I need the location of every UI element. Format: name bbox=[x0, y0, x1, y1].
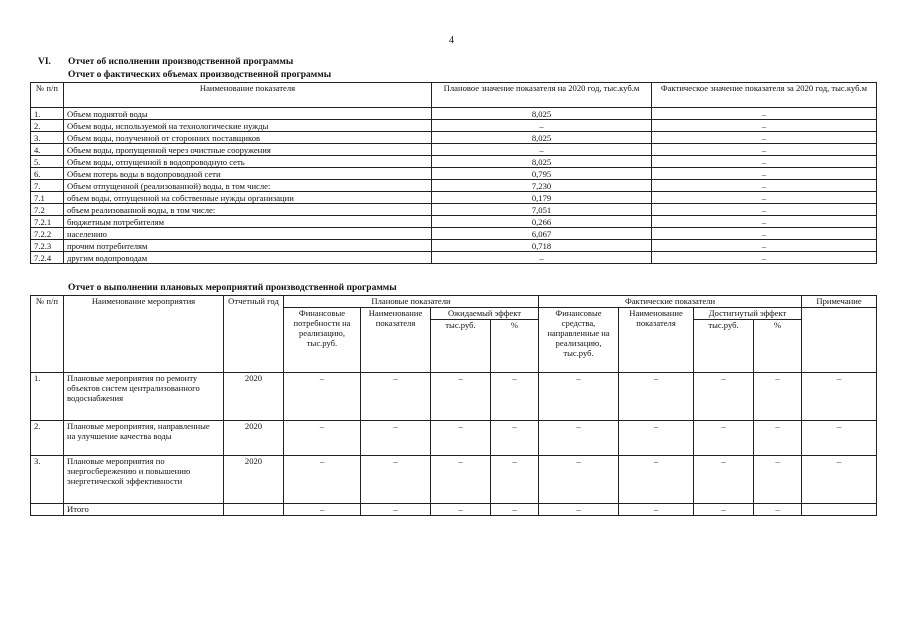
row-plan: 6,067 bbox=[432, 228, 652, 240]
total-cell: – bbox=[539, 504, 619, 516]
row-plan: 8,025 bbox=[432, 108, 652, 120]
row-year: 2020 bbox=[224, 373, 284, 421]
table-header-row bbox=[31, 296, 877, 308]
row-cell: – bbox=[431, 373, 491, 421]
row-fact: – bbox=[652, 228, 877, 240]
table-header-row bbox=[31, 83, 877, 108]
table-row bbox=[31, 421, 877, 456]
header-name: Наименование показателя bbox=[64, 83, 432, 108]
row-fact: – bbox=[652, 204, 877, 216]
header-fin-need: Финансовые потребности на реализацию, тыс.руб. bbox=[284, 308, 361, 373]
row-plan: 0,266 bbox=[432, 216, 652, 228]
table-row bbox=[31, 144, 877, 156]
row-fact: – bbox=[652, 192, 877, 204]
table-row bbox=[31, 456, 877, 504]
row-cell: – bbox=[284, 421, 361, 456]
header-num: № п/п bbox=[31, 83, 64, 108]
row-num: 3. bbox=[31, 132, 64, 144]
row-num: 7.2.3 bbox=[31, 240, 64, 252]
table-row bbox=[31, 120, 877, 132]
row-measure-name: Плановые мероприятия, направленные на улучшение качества воды bbox=[64, 421, 224, 456]
row-num: 7.2 bbox=[31, 204, 64, 216]
table-row bbox=[31, 180, 877, 192]
section-title-text: Отчет об исполнении производственной программы bbox=[68, 57, 294, 67]
row-cell: – bbox=[694, 421, 754, 456]
volumes-table bbox=[30, 82, 877, 264]
total-num-empty bbox=[31, 504, 64, 516]
row-fact: – bbox=[652, 132, 877, 144]
table2-title: Отчет о выполнении плановых мероприятий производственной программы bbox=[68, 283, 397, 293]
row-plan: 0,718 bbox=[432, 240, 652, 252]
row-cell: – bbox=[284, 373, 361, 421]
row-num: 7.1 bbox=[31, 192, 64, 204]
row-name: другим водопроводам bbox=[64, 252, 432, 264]
header-num: № п/п bbox=[31, 296, 64, 373]
row-cell: – bbox=[431, 456, 491, 504]
row-cell: – bbox=[802, 421, 877, 456]
row-plan: 0,179 bbox=[432, 192, 652, 204]
header-indicator-name-actual: Наименование показателя bbox=[619, 308, 694, 373]
header-actual-group: Фактические показатели bbox=[539, 296, 802, 308]
row-cell: – bbox=[802, 373, 877, 421]
row-fact: – bbox=[652, 156, 877, 168]
header-indicator-name: Наименование показателя bbox=[361, 308, 431, 373]
table-row bbox=[31, 240, 877, 252]
row-cell: – bbox=[361, 421, 431, 456]
row-cell: – bbox=[754, 373, 802, 421]
section-title bbox=[38, 57, 293, 67]
table-row bbox=[31, 192, 877, 204]
header-planned-group: Плановые показатели bbox=[284, 296, 539, 308]
row-name: Объем воды, отпущенной в водопроводную сеть bbox=[64, 156, 432, 168]
row-measure-name: Плановые мероприятия по ремонту объектов систем централизованного водоснабжения bbox=[64, 373, 224, 421]
row-cell: – bbox=[802, 456, 877, 504]
row-plan: 8,025 bbox=[432, 156, 652, 168]
table-row bbox=[31, 132, 877, 144]
total-cell: – bbox=[694, 504, 754, 516]
total-cell: – bbox=[491, 504, 539, 516]
total-note-empty bbox=[802, 504, 877, 516]
row-cell: – bbox=[539, 373, 619, 421]
header-achieved-rub: тыс.руб. bbox=[694, 320, 754, 373]
row-fact: – bbox=[652, 144, 877, 156]
table-row bbox=[31, 108, 877, 120]
row-plan: 0,795 bbox=[432, 168, 652, 180]
row-name: Объем отпущенной (реализованной) воды, в том числе: bbox=[64, 180, 432, 192]
total-cell: – bbox=[361, 504, 431, 516]
row-cell: – bbox=[619, 421, 694, 456]
row-cell: – bbox=[619, 456, 694, 504]
row-plan: – bbox=[432, 252, 652, 264]
row-num: 2. bbox=[31, 120, 64, 132]
row-fact: – bbox=[652, 108, 877, 120]
row-fact: – bbox=[652, 252, 877, 264]
total-cell: – bbox=[431, 504, 491, 516]
row-num: 1. bbox=[31, 373, 64, 421]
row-year: 2020 bbox=[224, 456, 284, 504]
row-cell: – bbox=[431, 421, 491, 456]
row-fact: – bbox=[652, 168, 877, 180]
total-cell: – bbox=[754, 504, 802, 516]
section-roman-numeral: VI. bbox=[38, 57, 51, 67]
row-cell: – bbox=[361, 456, 431, 504]
total-cell: – bbox=[284, 504, 361, 516]
row-num: 4. bbox=[31, 144, 64, 156]
row-cell: – bbox=[491, 373, 539, 421]
row-measure-name: Плановые мероприятия по энергосбережению и повышению энергетической эффективности bbox=[64, 456, 224, 504]
row-cell: – bbox=[619, 373, 694, 421]
row-cell: – bbox=[694, 456, 754, 504]
header-expected-effect: Ожидаемый эффект bbox=[431, 308, 539, 320]
row-name: населению bbox=[64, 228, 432, 240]
row-name: объем воды, отпущенной на собственные нужды организации bbox=[64, 192, 432, 204]
row-name: объем реализованной воды, в том числе: bbox=[64, 204, 432, 216]
row-fact: – bbox=[652, 120, 877, 132]
row-cell: – bbox=[539, 456, 619, 504]
row-plan: 7,051 bbox=[432, 204, 652, 216]
row-num: 7.2.4 bbox=[31, 252, 64, 264]
row-cell: – bbox=[694, 373, 754, 421]
row-fact: – bbox=[652, 216, 877, 228]
table-row bbox=[31, 228, 877, 240]
row-name: Объем воды, используемой на технологические нужды bbox=[64, 120, 432, 132]
row-cell: – bbox=[491, 456, 539, 504]
row-name: Объем воды, полученной от сторонних поставщиков bbox=[64, 132, 432, 144]
table-row bbox=[31, 204, 877, 216]
header-expected-pct: % bbox=[491, 320, 539, 373]
header-year: Отчетный год bbox=[224, 296, 284, 373]
row-name: Объем потерь воды в водопроводной сети bbox=[64, 168, 432, 180]
row-cell: – bbox=[754, 456, 802, 504]
row-num: 3. bbox=[31, 456, 64, 504]
row-num: 6. bbox=[31, 168, 64, 180]
header-achieved-effect: Достигнутый эффект bbox=[694, 308, 802, 320]
table-row bbox=[31, 168, 877, 180]
page-number: 4 bbox=[449, 35, 454, 46]
total-row bbox=[31, 504, 877, 516]
row-cell: – bbox=[284, 456, 361, 504]
row-num: 2. bbox=[31, 421, 64, 456]
header-expected-rub: тыс.руб. bbox=[431, 320, 491, 373]
total-label: Итого bbox=[64, 504, 224, 516]
row-year: 2020 bbox=[224, 421, 284, 456]
row-name: бюджетным потребителям bbox=[64, 216, 432, 228]
row-num: 7.2.2 bbox=[31, 228, 64, 240]
header-note-empty bbox=[802, 308, 877, 373]
row-fact: – bbox=[652, 240, 877, 252]
row-cell: – bbox=[361, 373, 431, 421]
header-measure-name: Наименование мероприятия bbox=[64, 296, 224, 373]
row-num: 5. bbox=[31, 156, 64, 168]
table-row bbox=[31, 252, 877, 264]
row-plan: 8,025 bbox=[432, 132, 652, 144]
row-cell: – bbox=[754, 421, 802, 456]
measures-table bbox=[30, 295, 877, 516]
row-plan: 7,230 bbox=[432, 180, 652, 192]
table1-title: Отчет о фактических объемах производственной программы bbox=[68, 70, 332, 80]
total-cell: – bbox=[619, 504, 694, 516]
row-name: прочим потребителям bbox=[64, 240, 432, 252]
header-fact: Фактическое значение показателя за 2020 год, тыс.куб.м bbox=[652, 83, 877, 108]
header-note: Примечание bbox=[802, 296, 877, 308]
row-plan: – bbox=[432, 120, 652, 132]
row-num: 7. bbox=[31, 180, 64, 192]
row-name: Объем поднятой воды bbox=[64, 108, 432, 120]
header-fin-funds: Финансовые средства, направленные на реализацию, тыс.руб. bbox=[539, 308, 619, 373]
table-row bbox=[31, 156, 877, 168]
table-row bbox=[31, 373, 877, 421]
header-achieved-pct: % bbox=[754, 320, 802, 373]
table-row bbox=[31, 216, 877, 228]
row-plan: – bbox=[432, 144, 652, 156]
total-year-empty bbox=[224, 504, 284, 516]
row-num: 7.2.1 bbox=[31, 216, 64, 228]
row-cell: – bbox=[539, 421, 619, 456]
row-cell: – bbox=[491, 421, 539, 456]
row-num: 1. bbox=[31, 108, 64, 120]
row-fact: – bbox=[652, 180, 877, 192]
row-name: Объем воды, пропущенной через очистные сооружения bbox=[64, 144, 432, 156]
header-plan: Плановое значение показателя на 2020 год, тыс.куб.м bbox=[432, 83, 652, 108]
